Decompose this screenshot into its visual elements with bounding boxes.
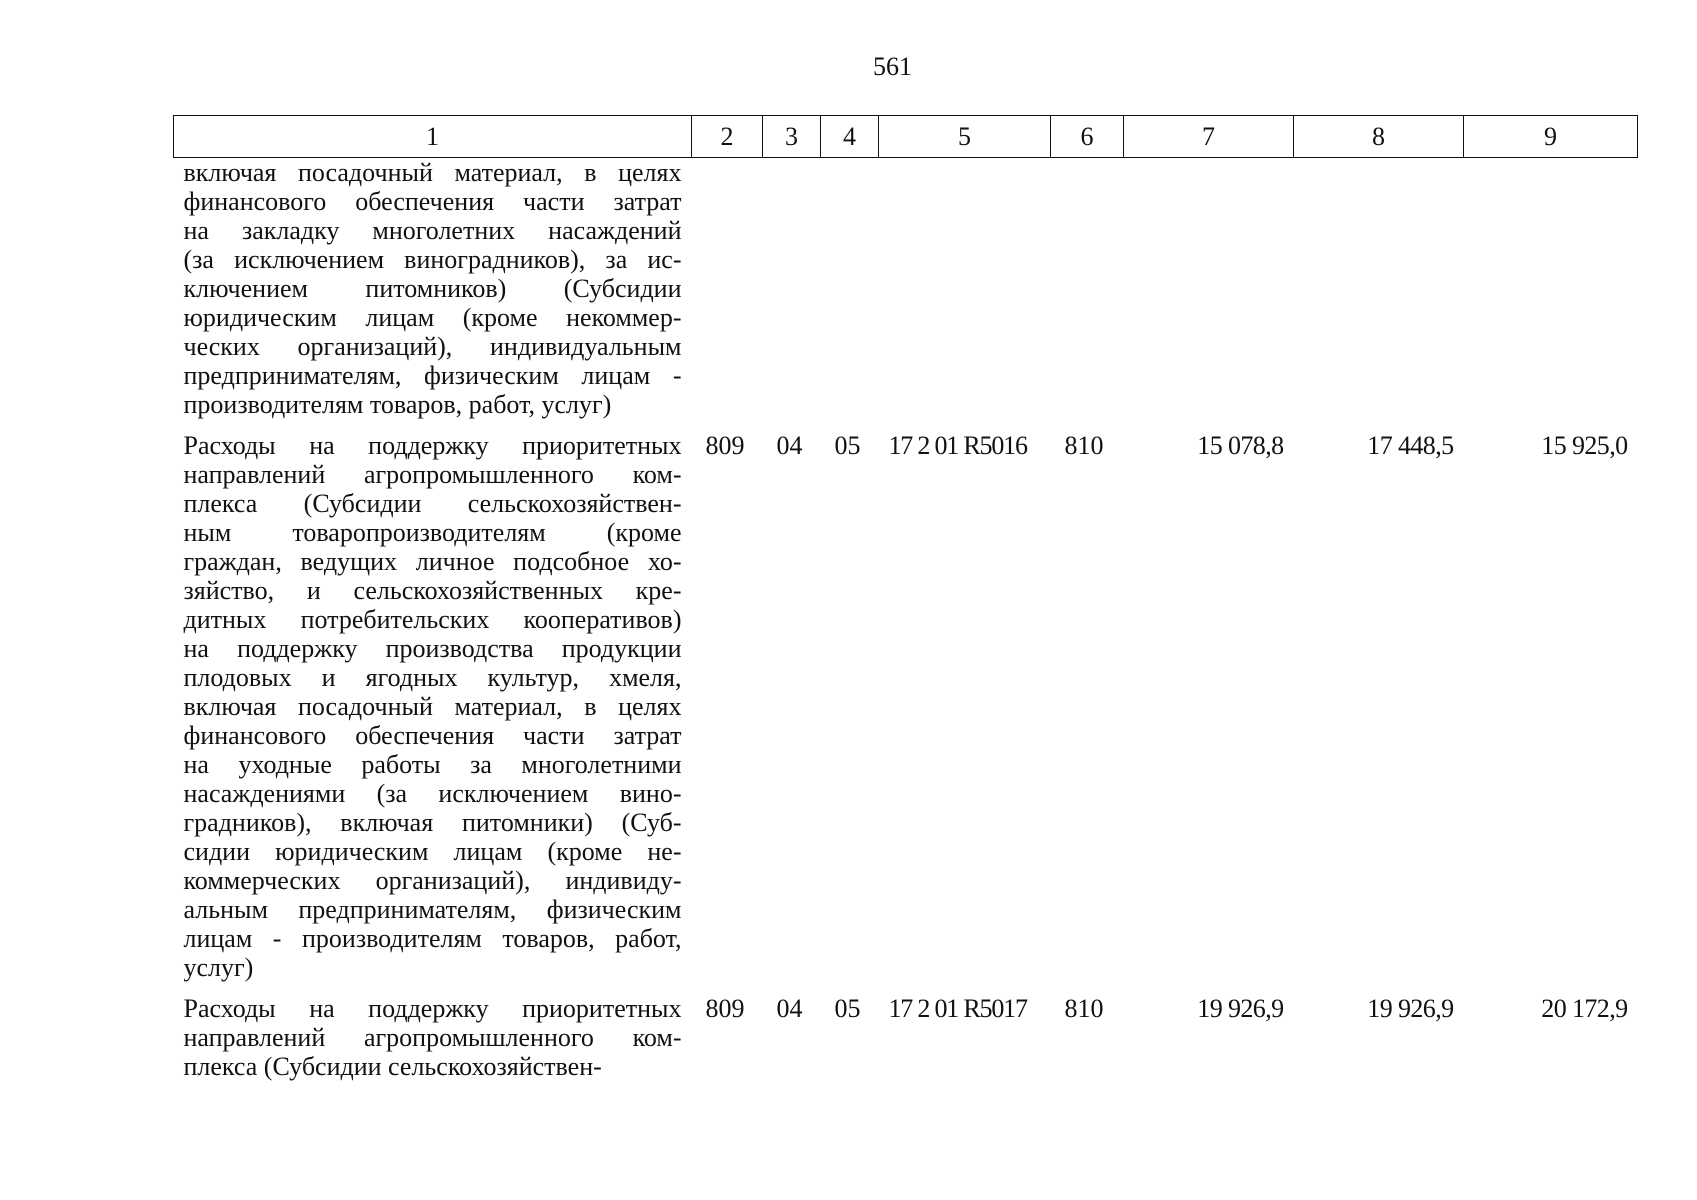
cell-amount-year-3: 20 172,9: [1541, 994, 1628, 1023]
cell-amount-year-2: 19 926,9: [1367, 994, 1454, 1023]
row-description: [174, 158, 692, 420]
cell-target-article: 17 2 01 R5016: [888, 431, 1027, 460]
cell-subsection: 05: [834, 994, 861, 1023]
description-line: плекса (Субсидии сельскохозяйствен-: [183, 489, 682, 518]
cell-ministry-code: [692, 158, 763, 420]
description-line: направлений агропромышленного ком-: [183, 1023, 682, 1052]
description-line: на уходные работы за многолетними: [183, 750, 682, 779]
table-row: [174, 982, 1638, 1081]
description-line: Расходы на поддержку приоритетных: [183, 431, 682, 460]
column-header-9: 9: [1464, 116, 1638, 158]
description-line: ным товаропроизводителям (кроме: [183, 518, 682, 547]
column-header-3: 3: [763, 116, 821, 158]
cell-expense-type: 810: [1064, 994, 1104, 1023]
cell-ministry-code: 809: [705, 994, 745, 1023]
description-line: плекса (Субсидии сельскохозяйствен-: [183, 1052, 602, 1081]
description-line: Расходы на поддержку приоритетных: [183, 994, 682, 1023]
description-line: направлений агропромышленного ком-: [183, 460, 682, 489]
description-line: производителям товаров, работ, услуг): [183, 390, 612, 419]
table-body: [174, 158, 1638, 1082]
description-line: услуг): [183, 953, 254, 982]
cell-subsection: 05: [834, 431, 861, 460]
description-line: насаждениями (за исключением вино-: [183, 779, 682, 808]
column-header-5: 5: [879, 116, 1051, 158]
description-line: включая посадочный материал, в целях: [183, 158, 682, 187]
description-line: (за исключением виноградников), за ис-: [183, 245, 682, 274]
cell-amount-year-3: [1464, 158, 1638, 420]
description-line: сидии юридическим лицам (кроме не-: [183, 837, 682, 866]
description-line: ческих организаций), индивидуальным: [183, 332, 682, 361]
cell-amount-year-1: 19 926,9: [1197, 994, 1284, 1023]
column-header-6: 6: [1051, 116, 1124, 158]
description-line: ключением питомников) (Субсидии: [183, 274, 682, 303]
table-header-row: [174, 116, 1638, 158]
description-line: граждан, ведущих личное подсобное хо-: [183, 547, 682, 576]
cell-section: [763, 158, 821, 420]
description-line: лицам - производителям товаров, работ,: [183, 924, 682, 953]
row-description: [174, 419, 692, 982]
description-line: градников), включая питомники) (Суб-: [183, 808, 682, 837]
cell-amount-year-3: 15 925,0: [1541, 431, 1628, 460]
description-line: дитных потребительских кооперативов): [183, 605, 682, 634]
description-line: плодовых и ягодных культур, хмеля,: [183, 663, 682, 692]
column-header-8: 8: [1294, 116, 1464, 158]
cell-expense-type: 810: [1064, 431, 1104, 460]
page-number: 561: [873, 52, 912, 81]
cell-subsection: [821, 158, 879, 420]
cell-section: 04: [776, 431, 803, 460]
cell-section: 04: [776, 994, 803, 1023]
table-row: [174, 158, 1638, 420]
description-line: включая посадочный материал, в целях: [183, 692, 682, 721]
cell-amount-year-2: 17 448,5: [1367, 431, 1454, 460]
table-row: [174, 419, 1638, 982]
column-header-4: 4: [821, 116, 879, 158]
description-line: зяйство, и сельскохозяйственных кре-: [183, 576, 682, 605]
cell-amount-year-1: [1124, 158, 1294, 420]
cell-expense-type: [1051, 158, 1124, 420]
description-line: коммерческих организаций), индивиду-: [183, 866, 682, 895]
column-header-7: 7: [1124, 116, 1294, 158]
description-line: на закладку многолетних насаждений: [183, 216, 682, 245]
row-description: [174, 982, 692, 1081]
cell-target-article: 17 2 01 R5017: [888, 994, 1027, 1023]
cell-amount-year-1: 15 078,8: [1197, 431, 1284, 460]
description-line: предпринимателям, физическим лицам -: [183, 361, 682, 390]
column-header-2: 2: [692, 116, 763, 158]
description-line: на поддержку производства продукции: [183, 634, 682, 663]
description-line: финансового обеспечения части затрат: [183, 721, 682, 750]
cell-ministry-code: 809: [705, 431, 745, 460]
description-line: финансового обеспечения части затрат: [183, 187, 682, 216]
description-line: юридическим лицам (кроме некоммер-: [183, 303, 682, 332]
column-header-1: 1: [174, 116, 692, 158]
cell-amount-year-2: [1294, 158, 1464, 420]
cell-target-article: [879, 158, 1051, 420]
description-line: альным предпринимателям, физическим: [183, 895, 682, 924]
budget-table: [173, 115, 1638, 1081]
